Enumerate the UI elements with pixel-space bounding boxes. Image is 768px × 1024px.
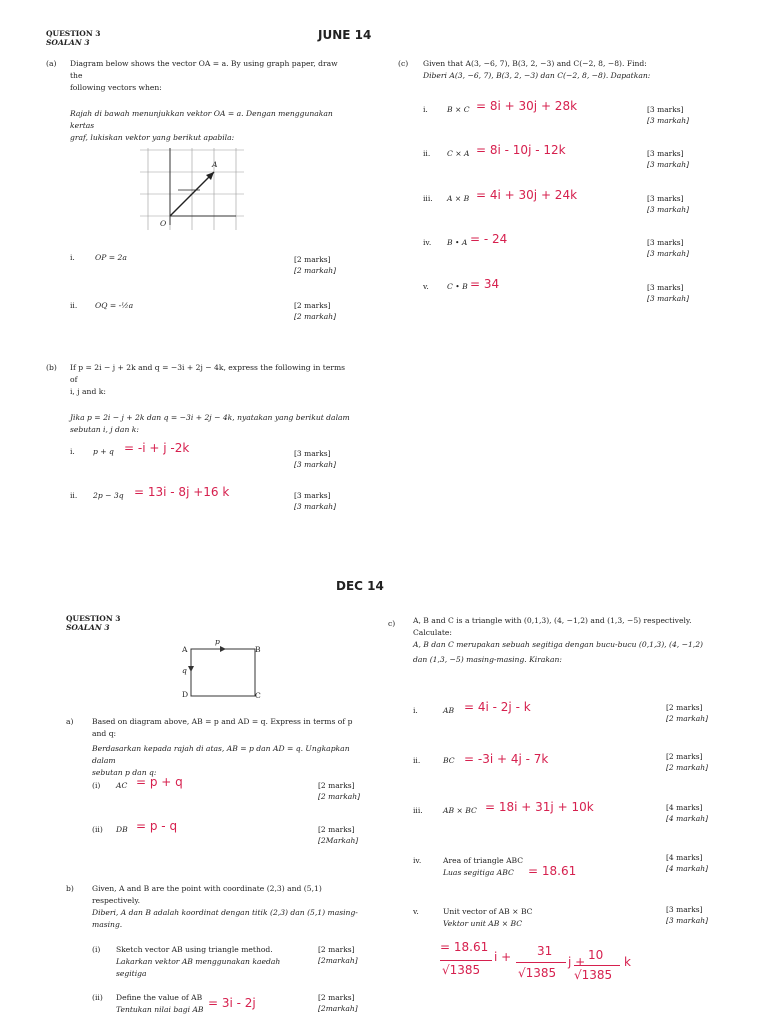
- dec-a-label: a): [66, 717, 74, 726]
- june-b-i-expr: p + q: [93, 447, 114, 456]
- june-c-ii-marks: [3 marks] [3 markah]: [647, 149, 690, 169]
- june-b-ii-answer: = 13i - 8j +16 k: [134, 485, 230, 499]
- dec-c-i-marks: [2 marks] [2 markah]: [666, 703, 709, 723]
- june-b-i-num: i.: [70, 447, 75, 456]
- dec-b-i-num: (i): [92, 945, 101, 954]
- dec-b-i-text: Sketch vector AB using triangle method. Lakarkan vektor AB menggunakan kaedah segitiga: [116, 945, 281, 978]
- june-a-ii-num: ii.: [70, 301, 78, 310]
- june-vector-graph: [140, 140, 250, 230]
- june-b-ii-num: ii.: [70, 491, 78, 500]
- dec-a-i-answer: = p + q: [136, 775, 183, 789]
- unit-vector-bar3: [574, 965, 620, 966]
- dec-b-text: Given, A and B are the point with coordinate (2,3) and (5,1) respectively. Diberi, A dan B adalah koordinat dengan titik (2,3) dan (5,1) masing- masing.: [92, 884, 358, 929]
- june-c-v-answer: = 34: [470, 277, 500, 291]
- dec-c-i-num: i.: [413, 706, 418, 715]
- dec-c-ii-marks: [2 marks] [2 markah]: [666, 752, 709, 772]
- dec-b-label: b): [66, 884, 74, 893]
- unit-vector-den3: √1385: [574, 968, 613, 982]
- dec-c-i-answer: = 4i - 2j - k: [464, 700, 531, 714]
- dec-a-i-num: (i): [92, 781, 101, 790]
- june-a-ii-expr: OQ = -½a: [95, 301, 134, 310]
- june-c-v-marks: [3 marks] [3 markah]: [647, 283, 690, 303]
- dec-b-ii-text: Define the value of AB Tentukan nilai bagi AB: [116, 993, 204, 1014]
- june-c-text: Given that A(3, −6, 7), B(3, 2, −3) and C(−2, 8, −8). Find: Diberi A(3, −6, 7), B(3, 2, −3) dan C(−2, 8, −8). Dapatkan:: [423, 59, 651, 80]
- dec-point-a: A: [182, 645, 188, 654]
- unit-vector-num1: = 18.61: [440, 940, 489, 954]
- dec-a-ii-num: (ii): [92, 825, 103, 834]
- june-c-v-expr: C • B: [447, 282, 468, 291]
- june-c-label: (c): [398, 59, 409, 68]
- unit-vector-op3: k: [624, 955, 631, 969]
- dec-c-iv-num: iv.: [413, 856, 422, 865]
- june-c-iv-num: iv.: [423, 238, 432, 247]
- dec-point-c: C: [255, 691, 261, 700]
- unit-vector-op2: j +: [568, 955, 586, 969]
- dec-c-text: A, B and C is a triangle with (0,1,3), (4, −1,2) and (1,3, −5) respectively. Calculate: A, B dan C merupakan sebuah segitiga dengan bucu-bucu (0,1,3), (4, −1,2) dan (1,3, −5) masing-masing. Kirakan:: [413, 616, 704, 664]
- dec-c-iii-marks: [4 marks] [4 markah]: [666, 803, 709, 823]
- dec-c-v-text: Unit vector of AB × BC Vektor unit AB × BC: [443, 907, 533, 928]
- june-a-i-marks: [2 marks] [2 markah]: [294, 255, 337, 275]
- dec-c-iii-answer: = 18i + 31j + 10k: [485, 800, 594, 814]
- june-c-ii-expr: C × A: [447, 149, 470, 158]
- june-a-i-expr: OP = 2a: [95, 253, 127, 262]
- dec-b-ii-marks: [2 marks] [2markah]: [318, 993, 358, 1013]
- june-c-i-num: i.: [423, 105, 428, 114]
- point-o-label: O: [160, 219, 167, 228]
- unit-vector-num2: 31: [537, 944, 553, 958]
- dec-c-label: c): [388, 619, 396, 628]
- unit-vector-op1: i +: [494, 950, 512, 964]
- june-c-iv-marks: [3 marks] [3 markah]: [647, 238, 690, 258]
- june-question-header: QUESTION 3 SOALAN 3: [46, 29, 101, 47]
- dec-b-ii-answer: = 3i - 2j: [208, 996, 256, 1010]
- june-c-i-answer: = 8i + 30j + 28k: [476, 99, 578, 113]
- june-b-i-marks: [3 marks] [3 markah]: [294, 449, 337, 469]
- dec-point-b: B: [255, 645, 261, 654]
- june-c-iv-expr: B • A: [447, 238, 468, 247]
- june-b-i-answer: = -i + j -2k: [124, 441, 190, 455]
- june-b-ii-expr: 2p − 3q: [93, 491, 124, 500]
- june-c-ii-num: ii.: [423, 149, 431, 158]
- june-c-i-expr: B × C: [447, 105, 470, 114]
- june-a-label: (a): [46, 59, 57, 68]
- unit-vector-den1: √1385: [442, 963, 481, 977]
- unit-vector-bar2: [516, 962, 566, 963]
- dec-side-q: q: [182, 666, 187, 675]
- june-title: JUNE 14: [318, 28, 372, 42]
- june-c-v-num: v.: [423, 282, 429, 291]
- dec-c-ii-num: ii.: [413, 756, 421, 765]
- dec-a-ii-expr: DB: [116, 825, 128, 834]
- dec-b-i-marks: [2 marks] [2markah]: [318, 945, 358, 965]
- dec-point-d: D: [182, 690, 189, 699]
- june-c-iii-num: iii.: [423, 194, 433, 203]
- unit-vector-den2: √1385: [518, 966, 557, 980]
- june-c-i-marks: [3 marks] [3 markah]: [647, 105, 690, 125]
- june-a-i-num: i.: [70, 253, 75, 262]
- dec-c-ii-answer: = -3i + 4j - 7k: [464, 752, 549, 766]
- june-c-iv-answer: = - 24: [470, 232, 508, 246]
- unit-vector-num3: 10: [588, 948, 604, 962]
- june-c-iii-marks: [3 marks] [3 markah]: [647, 194, 690, 214]
- june-c-ii-answer: = 8i - 10j - 12k: [476, 143, 566, 157]
- point-a-label: A: [212, 160, 218, 169]
- june-a-ii-marks: [2 marks] [2 markah]: [294, 301, 337, 321]
- june-a-text: Diagram below shows the vector OA = a. By using graph paper, draw the following vectors when: Rajah di bawah menunjukkan vektor OA = a. Dengan menggunakan kertas graf, lukiskan vektor yang berikut apabila:: [70, 59, 338, 142]
- dec-a-text: Based on diagram above, AB = p and AD = q. Express in terms of p and q: Berdasarkan kepada rajah di atas, AB = p dan AD = q. Ungkapkan dalam sebutan p dan q:: [92, 717, 353, 777]
- dec-a-ii-answer: = p - q: [136, 819, 178, 833]
- dec-c-i-expr: AB: [443, 706, 455, 715]
- dec-a-i-expr: AC: [116, 781, 128, 790]
- dec-title: DEC 14: [336, 579, 384, 593]
- june-b-label: (b): [46, 363, 57, 372]
- dec-c-iv-text: Area of triangle ABC Luas segitiga ABC: [443, 856, 524, 877]
- dec-c-iv-marks: [4 marks] [4 markah]: [666, 853, 709, 873]
- june-b-text: If p = 2i − j + 2k and q = −3i + 2j − 4k, express the following in terms of i, j and k: Jika p = 2i − j + 2k dan q = −3i + 2j − 4k, nyatakan yang berikut dalam sebutan i, j dan k:: [70, 363, 350, 434]
- dec-c-iv-answer: = 18.61: [528, 864, 577, 878]
- dec-a-i-marks: [2 marks] [2 markah]: [318, 781, 361, 801]
- dec-side-p: p: [215, 637, 220, 646]
- dec-c-iii-expr: AB × BC: [443, 806, 477, 815]
- dec-c-v-num: v.: [413, 907, 419, 916]
- june-b-ii-marks: [3 marks] [3 markah]: [294, 491, 337, 511]
- unit-vector-bar1: [440, 960, 492, 961]
- dec-question-header: QUESTION 3 SOALAN 3: [66, 614, 121, 632]
- june-c-iii-expr: A × B: [447, 194, 470, 203]
- dec-c-ii-expr: BC: [443, 756, 455, 765]
- dec-a-ii-marks: [2 marks] [2Markah]: [318, 825, 359, 845]
- dec-c-v-marks: [3 marks] [3 markah]: [666, 905, 709, 925]
- dec-b-ii-num: (ii): [92, 993, 103, 1002]
- dec-c-iii-num: iii.: [413, 806, 423, 815]
- june-c-iii-answer: = 4i + 30j + 24k: [476, 188, 578, 202]
